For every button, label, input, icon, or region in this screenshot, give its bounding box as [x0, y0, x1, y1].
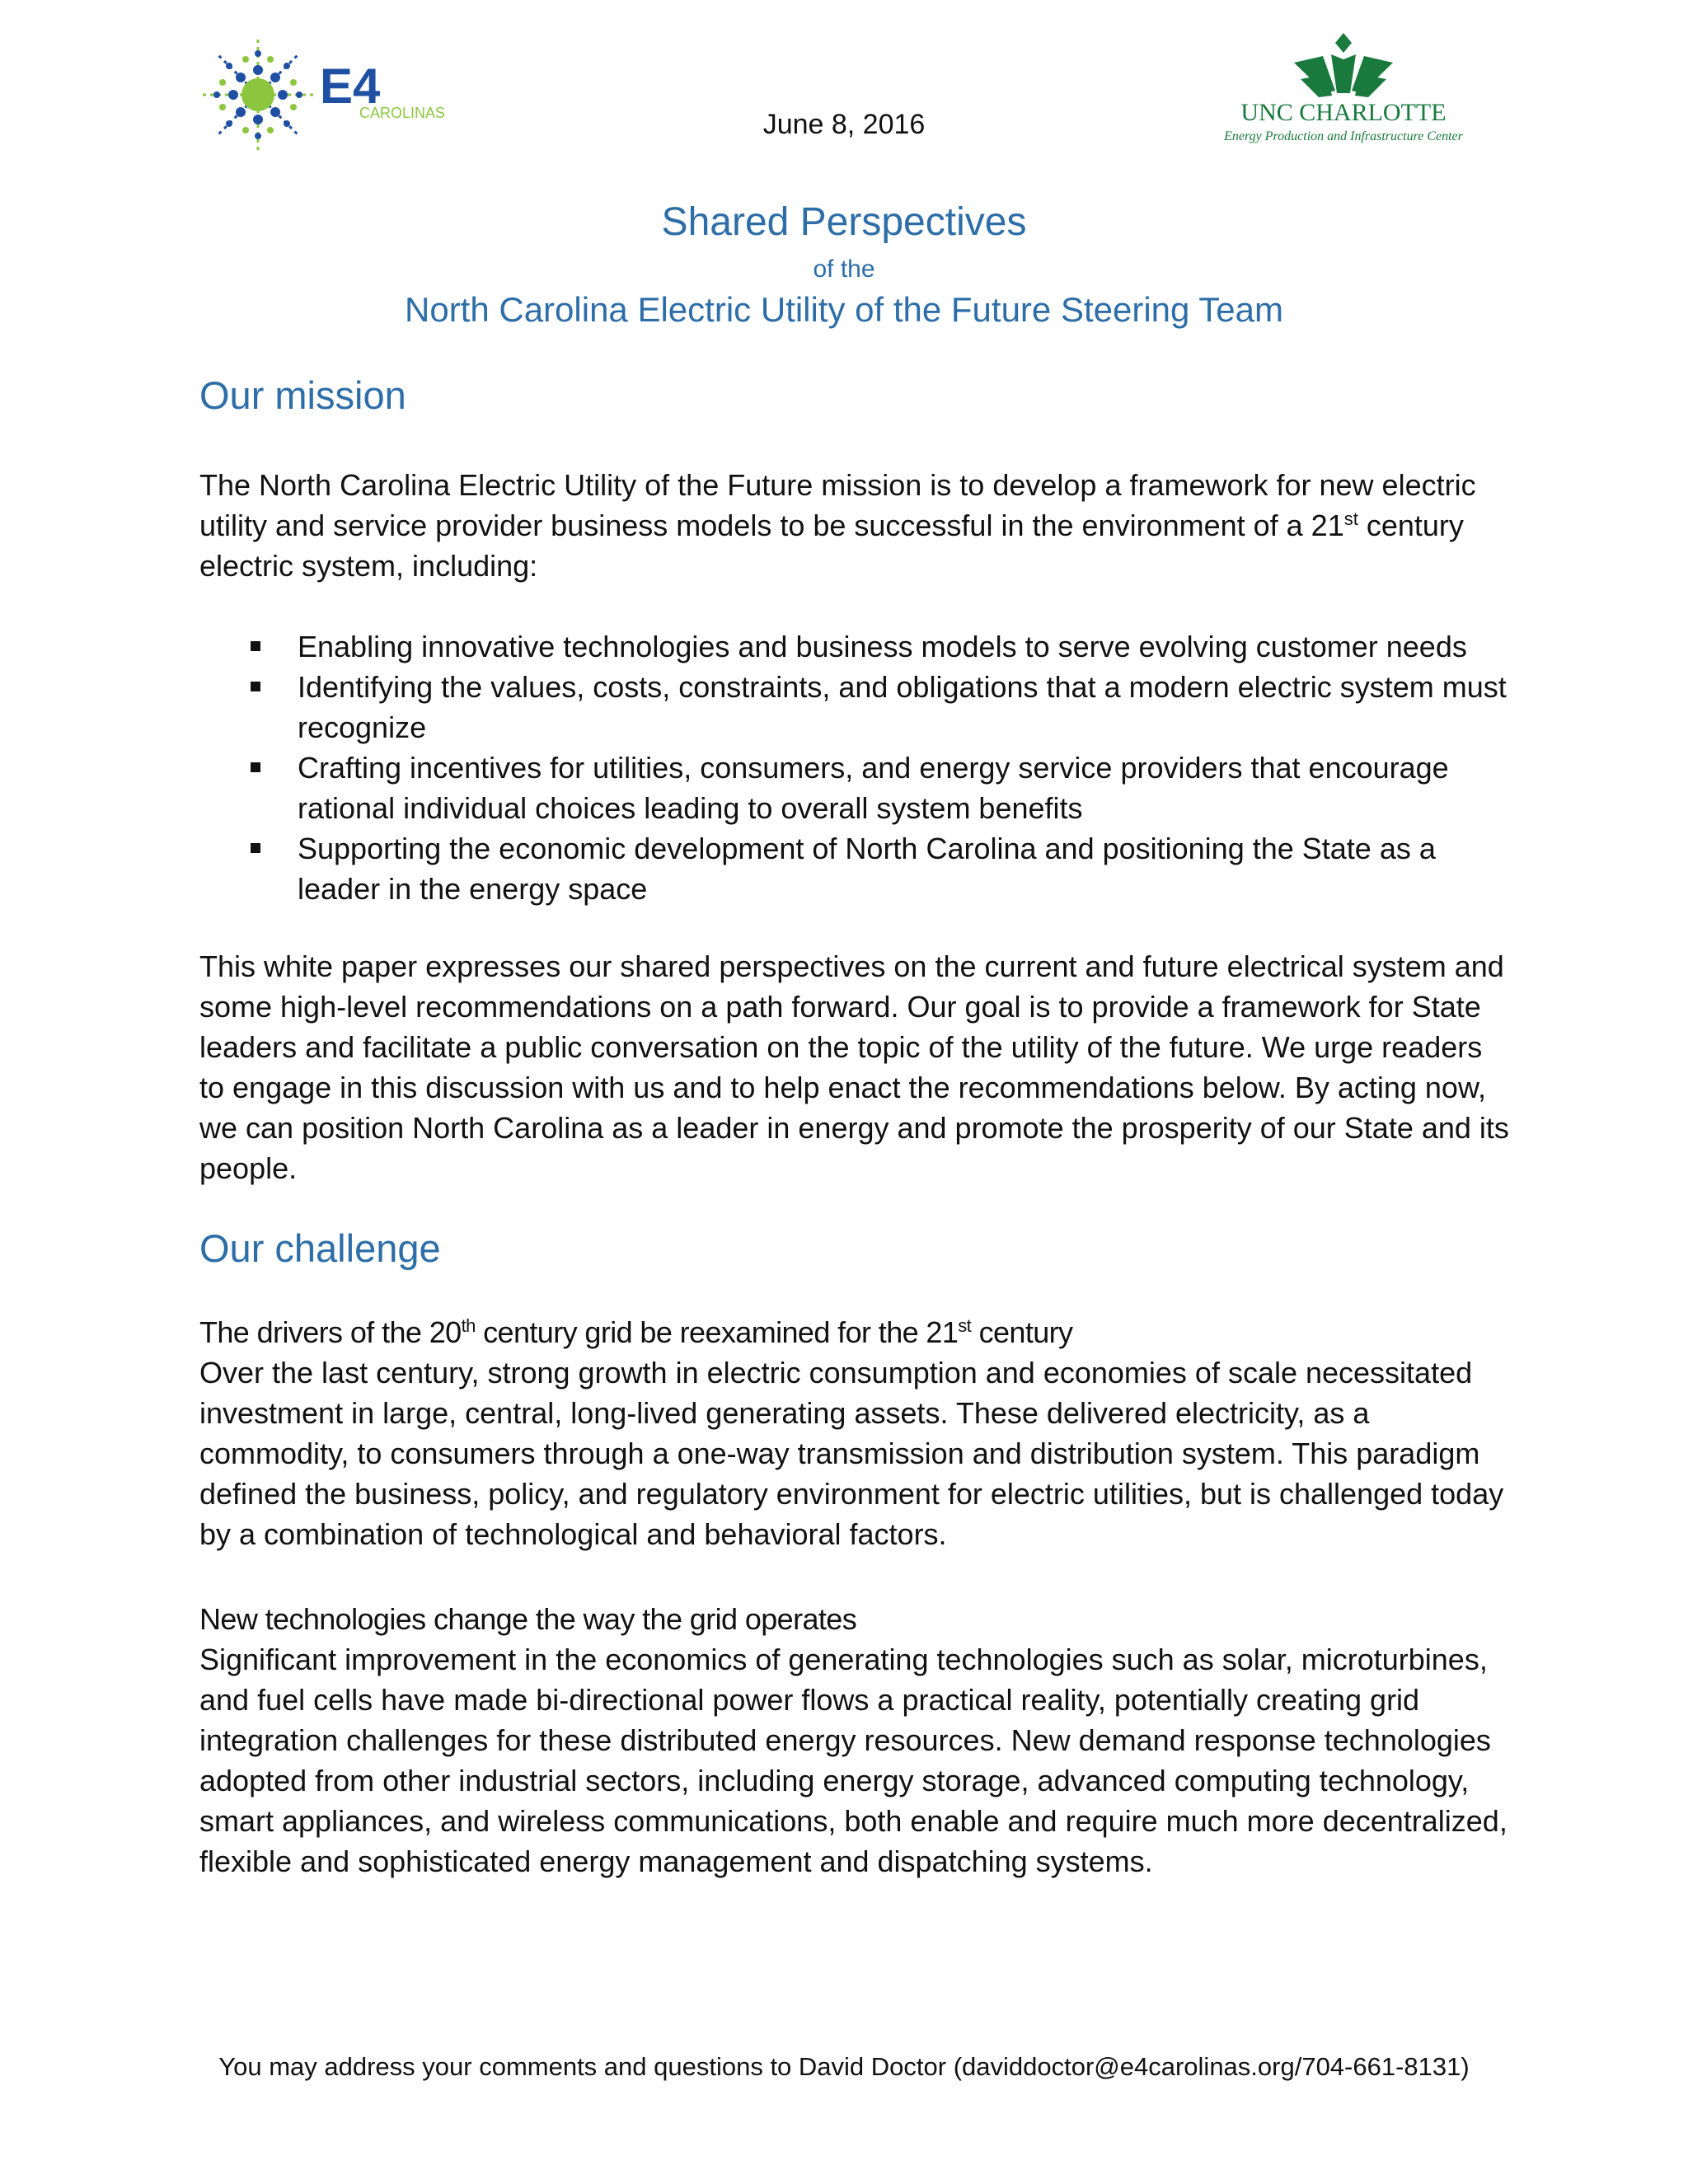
drivers-paragraph: Over the last century, strong growth in electric consumption and economies of scale necessitated investment in large, central, long-lived generating assets. These delivered electricity, as a commodity, to consumers through a one-way transmission and distribution system. This paradigm defined the business, policy, and regulatory environment for electric utilities, but is challenged today by a combination of technological and behavioral factors. — [199, 1356, 1504, 1551]
mission-intro: The North Carolina Electric Utility of the Future mission is to develop a framework for new electric utility and service provider business models to be successful in the environment of a 21st century electric system, including: — [199, 468, 1476, 583]
list-item: Identifying the values, costs, constraints, and obligations that a modern electric system must recognize — [199, 667, 1510, 748]
technologies-subheading: New technologies change the way the grid operates — [199, 1602, 857, 1636]
contact-footer: You may address your comments and questions to David Doctor (daviddoctor@e4carolinas.org/704-661-8131) — [218, 2052, 1470, 2081]
technologies-paragraph: Significant improvement in the economics of generating technologies such as solar, microturbines, and fuel cells have made bi-directional power flows a practical reality, potentially creating grid integration challenges for these distributed energy resources. New demand response technologies adopted from other industrial sectors, including energy storage, advanced computing technology, smart appliances, and wireless communications, both enable and require much more decentralized, flexible and sophisticated energy management and dispatching systems. — [199, 1643, 1507, 1878]
bullet-square-icon — [251, 843, 260, 853]
unc-charlotte-logo — [1187, 31, 1500, 155]
mission-bullet-list — [199, 626, 1510, 909]
crown-icon — [1294, 33, 1393, 97]
bullet-square-icon — [251, 762, 260, 772]
team-title: North Carolina Electric Utility of the Future Steering Team — [405, 290, 1283, 329]
e4-carolinas-logo — [196, 33, 460, 161]
unc-logo-sub: Energy Production and Infrastructure Center — [1224, 129, 1463, 143]
list-item: Enabling innovative technologies and business models to serve evolving customer needs — [199, 626, 1510, 667]
white-paper-paragraph: This white paper expresses our shared perspectives on the current and future electrical system and some high-level recommendations on a path forward. Our goal is to provide a framework for State leaders and facilitate a public conversation on the topic of the utility of the future. We urge readers to engage in this discussion with us and to help enact the recommendations below. By acting now, we can position North Carolina as a leader in energy and promote the prosperity of our State and its people. — [199, 949, 1509, 1185]
list-item: Supporting the economic development of North Carolina and positioning the State as a leader in the energy space — [199, 828, 1510, 909]
e4-logo-name: E4 — [320, 59, 381, 114]
e4-logo-sub: CAROLINAS — [359, 105, 446, 121]
bullet-square-icon — [251, 682, 260, 691]
title-connector: of the — [813, 255, 875, 283]
mission-heading: Our mission — [199, 373, 406, 417]
document-title: Shared Perspectives — [661, 200, 1027, 244]
document-date: June 8, 2016 — [762, 109, 926, 140]
drivers-subheading: The drivers of the 20th century grid be reexamined for the 21st century — [199, 1315, 1073, 1349]
bullet-square-icon — [251, 641, 260, 651]
challenge-heading: Our challenge — [199, 1226, 441, 1270]
unc-logo-name: UNC CHARLOTTE — [1240, 99, 1447, 126]
list-item: Crafting incentives for utilities, consumers, and energy service providers that encourage rational individual choices leading to overall system benefits — [199, 748, 1510, 828]
